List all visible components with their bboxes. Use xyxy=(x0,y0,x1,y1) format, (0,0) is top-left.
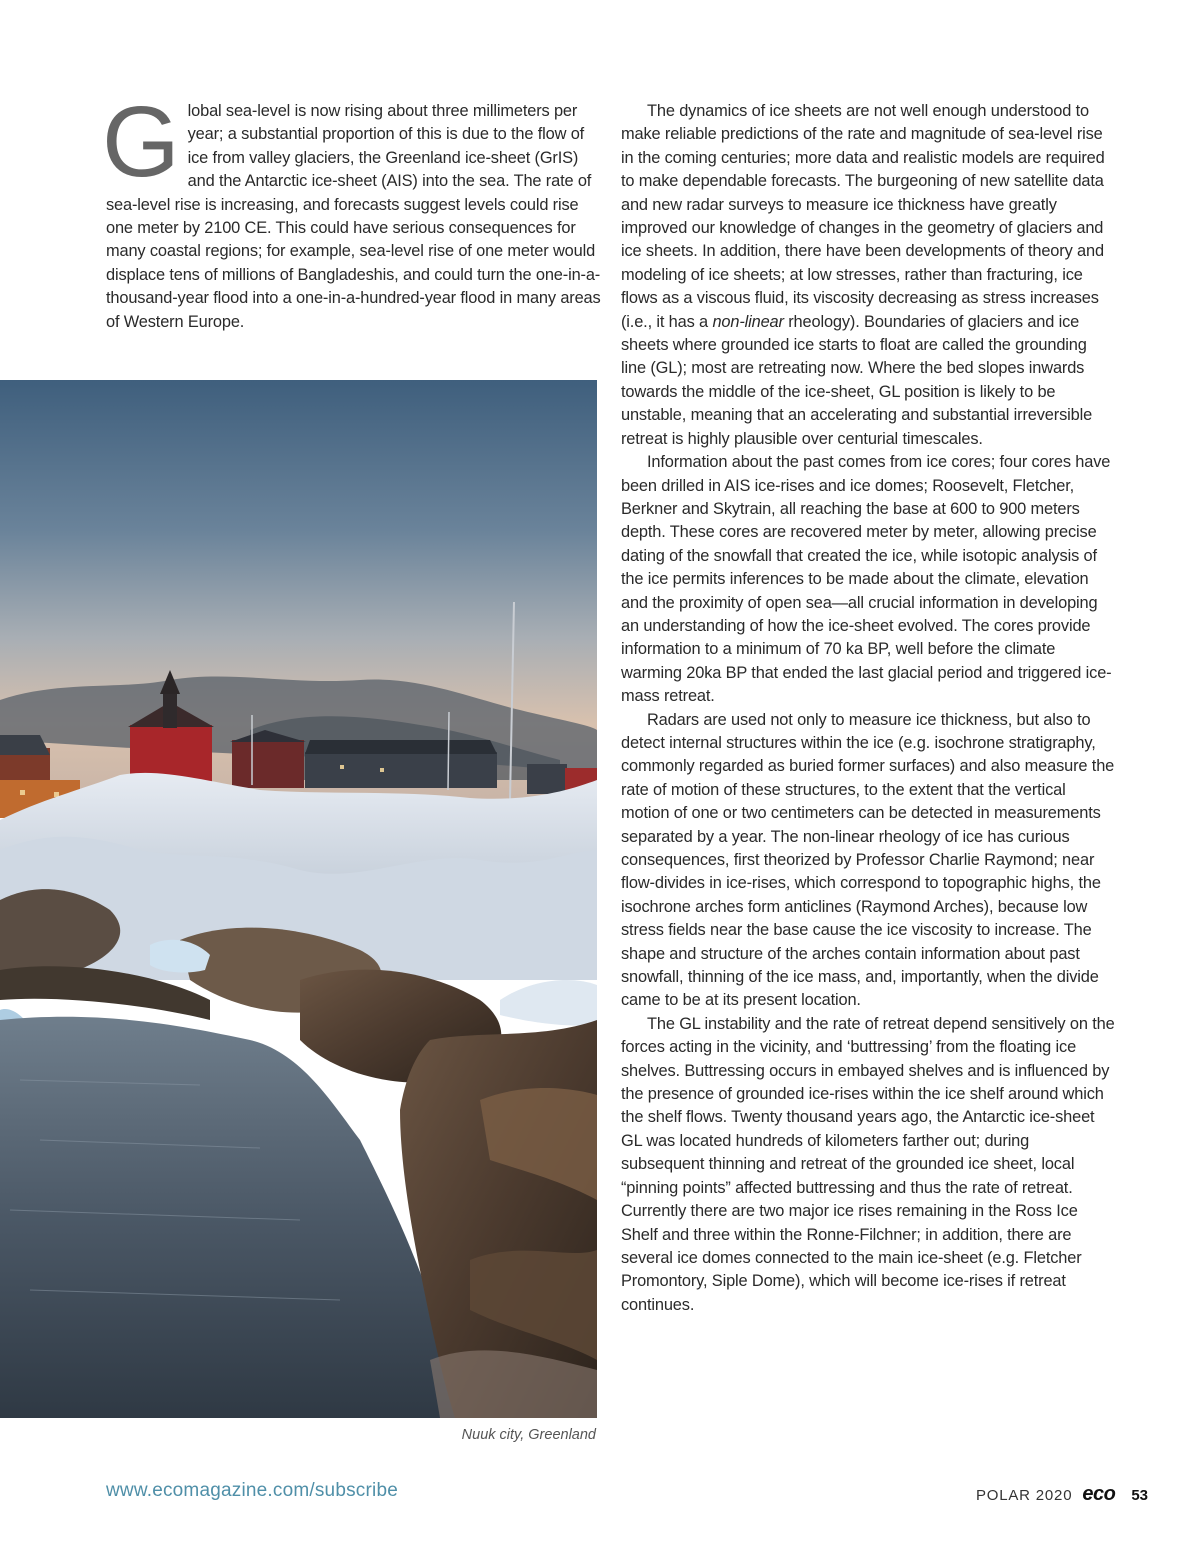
body-paragraph: The GL instability and the rate of retreat depend sensitively on the forces acting in the vicinity, and ‘buttressing’ from the floating ice shelves. Buttressing occurs in embayed shelves and is influenced by the presence of grounded ice-rises within the ice shelf around which the shelf flows. Twenty thousand years ago, the Antarctic ice-sheet GL was located hundreds of kilometers farther out; during subsequent thinning and retreat of the grounded ice sheet, local “pinning points” affected buttressing and thus the rate of retreat. Currently there are two major ice rises remaining in the Ross Ice Shelf and three within the Ronne-Filchner; in addition, there are several ice domes connected to the main ice-sheet (e.g. Fletcher Promontory, Siple Dome), which will become ice-rises if retreat continues. xyxy=(621,1014,1115,1314)
italic-term: non-linear xyxy=(712,312,784,331)
page-number: 53 xyxy=(1131,1487,1148,1504)
page-footer xyxy=(976,1483,1148,1506)
intro-text: lobal sea-level is now rising about three millimeters per year; a substantial proportion of this is due to the flow of ice from valley glaciers, the Greenland ice-sheet (GrIS) and the Antarctic ice-sheet (AIS) into the sea. The rate of sea-level rise is increasing, and forecasts suggest levels could rise one meter by 2100 CE. This could have serious consequences for many coastal regions; for example, sea-level rise of one meter would displace tens of millions of Bangladeshis, and could turn the one-in-a-thousand-year flood into a one-in-a-hundred-year flood in many areas of Western Europe. xyxy=(106,102,601,331)
intro-column xyxy=(102,86,601,334)
body-column xyxy=(621,100,1116,1317)
body-text: The dynamics of ice sheets are not well enough understood to make reliable predictions of the rate and magnitude of sea-level rise in the coming centuries; more data and realistic models are required to make dependable forecasts. The burgeoning of new satellite data and new radar surveys to measure ice thickness have greatly improved our knowledge of changes in the geometry of glaciers and ice sheets. In addition, there have been developments of theory and modeling of ice sheets; at low stresses, rather than fracturing, ice flows as a viscous fluid, its viscosity decreasing as stress increases (i.e., it has a xyxy=(621,102,1105,331)
drop-cap: G xyxy=(102,86,180,198)
body-paragraph xyxy=(621,100,1116,451)
nuuk-photo xyxy=(0,380,597,1418)
body-paragraph: Information about the past comes from ice cores; four cores have been drilled in AIS ice-rises and ice domes; Roosevelt, Fletcher, Berkner and Skytrain, all reaching the base at 600 to 900 meters depth. These cores are recovered meter by meter, allowing precise dating of the snowfall that created the ice, while isotopic analysis of the ice permits inferences to be made about the climate, elevation and the proximity of open sea—all crucial information in developing an understanding of how the ice-sheet evolved. The cores provide information to a minimum of 70 ka BP, well before the climate warming 20ka BP that ended the last glacial period and triggered ice-mass retreat. xyxy=(621,453,1112,706)
issue-label: POLAR 2020 xyxy=(975,1487,1073,1504)
subscribe-link[interactable]: www.ecomagazine.com/subscribe xyxy=(106,1480,398,1501)
body-paragraph: Radars are used not only to measure ice thickness, but also to detect internal structures within the ice (e.g. isochrone stratigraphy, commonly regarded as buried former surfaces) and also measure the rate of motion of these structures, to the extent that the vertical motion of one or two centimeters can be detected in measurements separated by a year. The non-linear rheology of ice has curious consequences, first theorized by Professor Charlie Raymond; near flow-divides in ice-rises, which correspond to topographic highs, the isochrone arches form anticlines (Raymond Arches), because low stress fields near the base cause the ice viscosity to increase. The shape and structure of the arches contain information about past snowfall, thinning of the ice mass, and, importantly, when the divide came to be at its present location. xyxy=(621,710,1115,1010)
photo-caption: Nuuk city, Greenland xyxy=(461,1427,596,1443)
body-text: rheology). Boundaries of glaciers and ice sheets where grounded ice starts to float are called the grounding line (GL); most are retreating now. Where the bed slopes inwards towards the middle of the ice-sheet, GL position is likely to be unstable, meaning that an accelerating and substantial irreversible retreat is highly plausible over centurial timescales. xyxy=(621,312,1093,448)
brand-logo: eco xyxy=(1082,1483,1116,1505)
intro-paragraph xyxy=(102,86,601,334)
